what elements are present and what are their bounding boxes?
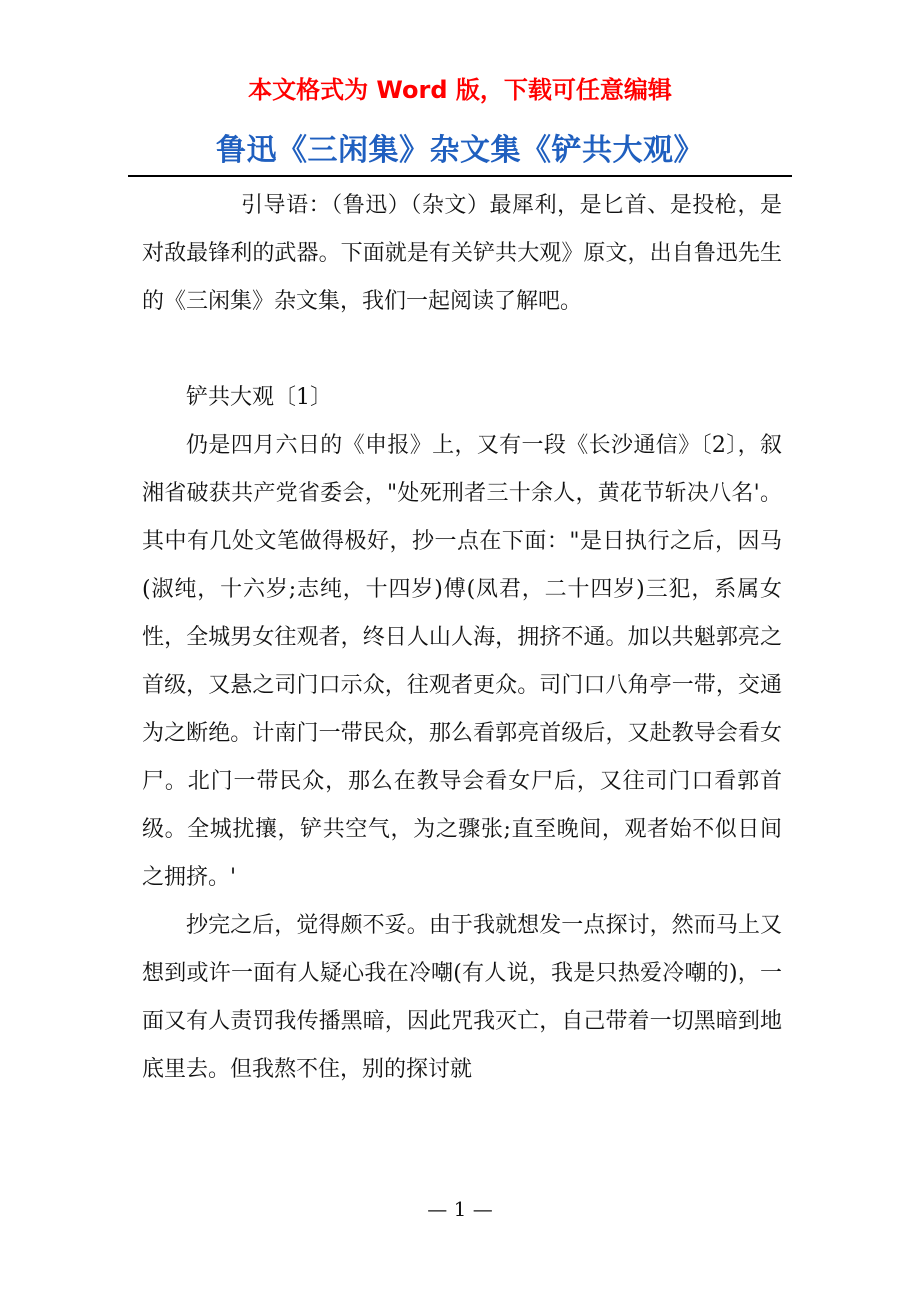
document-title: 鲁迅《三闲集》杂文集《铲共大观》 [216, 133, 704, 168]
page-number: — 1 — [427, 1197, 493, 1221]
document-body [142, 182, 782, 1094]
body-paragraph-2: 抄完之后，觉得颇不妥。由于我就想发一点探讨，然而马上又想到或许一面有人疑心我在冷嘲(有人说，我是只热爱冷嘲的)，一面又有人责罚我传播黑暗，因此咒我灭亡，自己带着一切黑暗到地底里去。但我熬不住，别的探讨就 [142, 913, 782, 1082]
format-banner: 本文格式为 Word 版，下载可任意编辑 [248, 76, 672, 104]
title-divider [128, 175, 792, 177]
intro-paragraph: 引导语：（鲁迅）（杂文）最犀利，是匕首、是投枪，是对敌最锋利的武器。下面就是有关铲共大观》原文，出自鲁迅先生的《三闲集》杂文集，我们一起阅读了解吧。 [142, 193, 782, 314]
body-paragraph-1: 仍是四月六日的《申报》上，又有一段《长沙通信》〔2〕，叙湘省破获共产党省委会，"处死刑者三十余人，黄花节斩决八名'。其中有几处文笔做得极好，抄一点在下面："是日执行之后，因马(淑纯，十六岁;志纯，十四岁)傅(凤君，二十四岁)三犯，系属女性，全城男女往观者，终日人山人海，拥挤不通。加以共魁郭亮之首级，又悬之司门口示众，往观者更众。司门口八角亭一带，交通为之断绝。计南门一带民众，那么看郭亮首级后，又赴教导会看女尸。北门一带民众，那么在教导会看女尸后，又往司门口看郭首级。全城扰攘，铲共空气，为之骤张;直至晚间，观者始不似日间之拥挤。' [142, 433, 782, 890]
section-heading: 铲共大观〔1〕 [186, 385, 332, 410]
